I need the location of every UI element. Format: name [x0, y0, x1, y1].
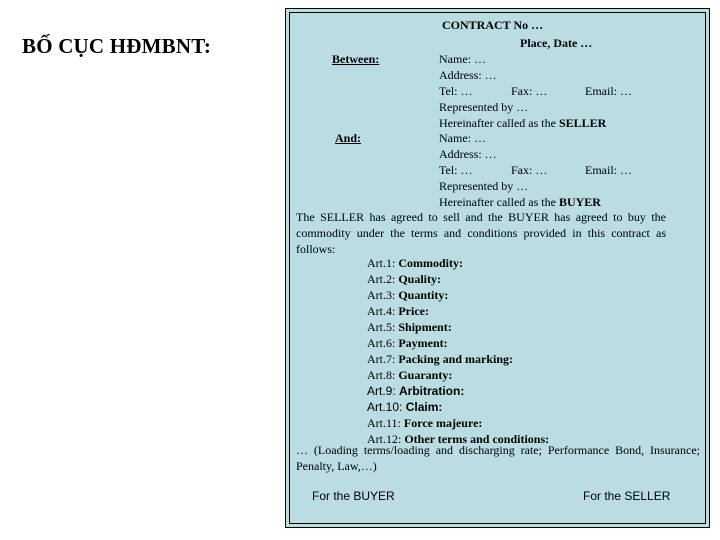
article-title: Commodity:: [398, 256, 464, 270]
article-item: [367, 288, 448, 302]
contract-inner-border: [289, 12, 706, 524]
buyer-address: Address: …: [439, 147, 497, 161]
buyer-hereinafter-text: Hereinafter called as the: [439, 195, 559, 209]
article-item: [367, 304, 429, 318]
seller-contact-line: [439, 84, 632, 98]
article-title: Arbitration:: [399, 384, 465, 398]
seller-email: Email: …: [585, 84, 632, 98]
seller-name: Name: …: [439, 52, 486, 66]
article-number: Art.1:: [367, 256, 399, 270]
article-number: Art.10:: [367, 400, 406, 414]
article-number: Art.12:: [367, 432, 405, 446]
article-number: Art.3:: [367, 288, 399, 302]
contract-box: [285, 8, 710, 528]
seller-address: Address: …: [439, 68, 497, 82]
seller-signature-label: For the SELLER: [583, 489, 671, 503]
article-number: Art.5:: [367, 320, 399, 334]
article-title: Quantity:: [398, 288, 449, 302]
between-label: Between:: [332, 52, 380, 66]
article-title: Shipment:: [398, 320, 452, 334]
article-title: Packing and marking:: [398, 352, 514, 366]
buyer-name: Name: …: [439, 131, 486, 145]
article-number: Art.6:: [367, 336, 399, 350]
and-label: And:: [335, 131, 362, 145]
article-title: Quality:: [398, 272, 442, 286]
seller-role: SELLER: [558, 116, 607, 130]
article-title: Other terms and conditions:: [404, 432, 550, 446]
buyer-role: BUYER: [558, 195, 601, 209]
seller-hereinafter: [439, 116, 606, 130]
buyer-fax: Fax: …: [511, 163, 548, 177]
article-item: [367, 256, 463, 270]
article-title: Payment:: [398, 336, 448, 350]
article-title: Price:: [398, 304, 429, 318]
article-item: [367, 416, 482, 430]
article-number: Art.2:: [367, 272, 399, 286]
article-number: Art.11:: [367, 416, 404, 430]
contract-header: CONTRACT No …: [442, 18, 544, 32]
article-item: [367, 320, 452, 334]
article-number: Art.8:: [367, 368, 399, 382]
article-number: Art.7:: [367, 352, 399, 366]
article-item: [367, 352, 513, 366]
article-item: [367, 272, 441, 286]
article-title: Claim:: [405, 400, 443, 414]
article-title: Force majeure:: [403, 416, 483, 430]
additional-terms-note: … (Loading terms/loading and discharging rate; Performance Bond, Insurance; Penalty, Law,…): [296, 443, 700, 473]
article-number: Art.9:: [367, 384, 400, 398]
slide-title: BỐ CỤC HĐMBNT:: [22, 34, 212, 58]
article-title: Guaranty:: [398, 368, 453, 382]
buyer-email: Email: …: [585, 163, 632, 177]
article-item: [367, 336, 448, 350]
seller-fax: Fax: …: [511, 84, 548, 98]
article-item: [367, 368, 452, 382]
seller-represented: Represented by …: [439, 100, 529, 114]
article-number: Art.4:: [367, 304, 399, 318]
preamble: The SELLER has agreed to sell and the BUYER has agreed to buy the commodity under the terms and conditions provided in this contract as follows:: [296, 210, 666, 256]
buyer-tel: Tel: …: [439, 163, 473, 177]
seller-tel: Tel: …: [439, 84, 473, 98]
place-date: Place, Date …: [520, 36, 593, 50]
buyer-hereinafter: [439, 195, 601, 209]
buyer-contact-line: [439, 163, 632, 177]
buyer-signature-label: For the BUYER: [312, 489, 395, 503]
article-item: [367, 384, 464, 398]
seller-hereinafter-text: Hereinafter called as the: [439, 116, 559, 130]
article-item: [367, 400, 442, 414]
buyer-represented: Represented by …: [439, 179, 529, 193]
